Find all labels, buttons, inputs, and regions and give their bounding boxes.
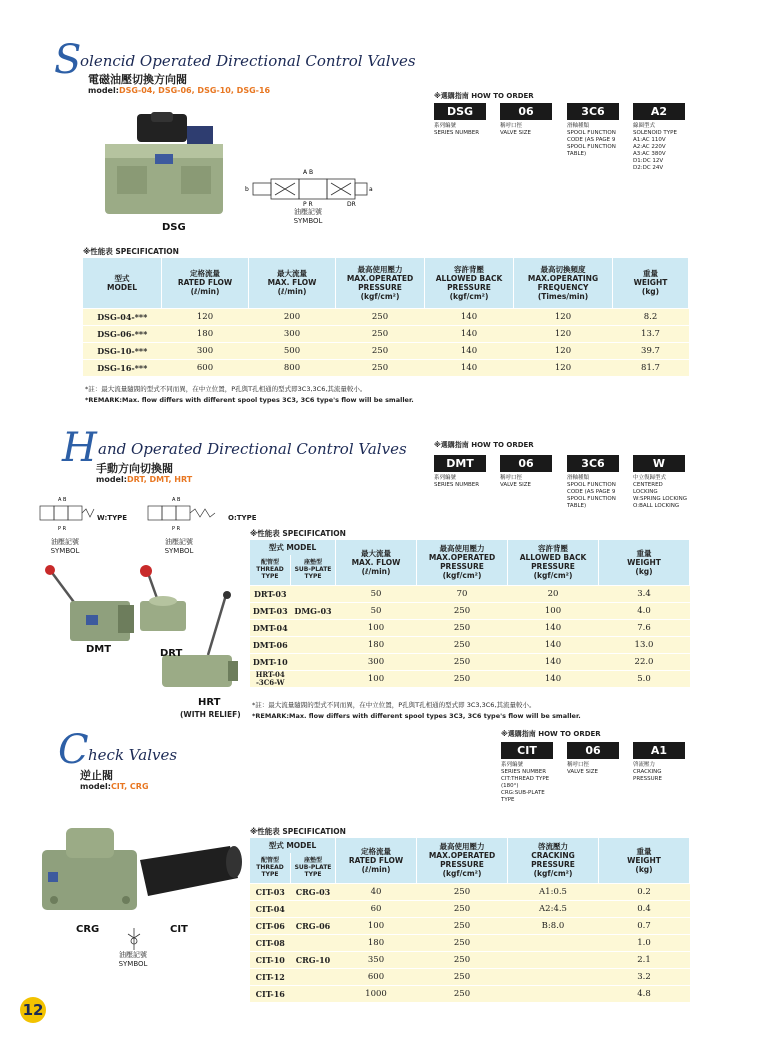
model-list: model:CIT, CRG (80, 782, 149, 791)
svg-text:A B: A B (58, 497, 67, 503)
table-row: DSG-06-*** 180 300 250 140 120 13.7 (83, 325, 689, 342)
hand-valves-image (40, 565, 250, 715)
svg-text:P R: P R (172, 526, 181, 532)
table-row: CIT-04 60 250 A2:4.5 0.4 (250, 900, 690, 917)
table-row: CIT-10 CRG-10 350 250 2.1 (250, 951, 690, 968)
table-row: CIT-08 180 250 1.0 (250, 934, 690, 951)
crg-label: CRG (76, 924, 100, 935)
order-desc-size: 稱呼口徑 VALVE SIZE (500, 475, 531, 488)
order-desc-size: 稱呼口徑 VALVE SIZE (567, 762, 598, 775)
spec-table-hand: 型式 MODEL 最大流量 MAX. FLOW (ℓ/min) 最高使用壓力 MAX.OPERATED PRESSURE (kgf/cm²) 容許背壓 ALLOWED BACK PRESSURE (kgf/cm²) 重量 WEIGHT (kg) 配管型 THREAD TYPE 座墊型 SUB-PLATE TYPE DRT-03 50 70 20 3.4 DMT-03 DMG-03 50 250 100 4.0 DMT-04 100 250 140 7.6 DMT-06 180 250 140 13.0 DMT-10 300 250 140 22.0 HRT-04 -3C6-W 100 250 140 5.0 (250, 540, 690, 687)
model-list: model:DSG-04, DSG-06, DSG-10, DSG-16 (88, 86, 271, 95)
title-initial: H (62, 425, 97, 471)
how-to-order-label: ※選購指南 HOW TO ORDER (434, 441, 534, 449)
table-row: CIT-12 600 250 3.2 (250, 968, 690, 985)
spec-table-check: 型式 MODEL 定格流量 RATED FLOW (ℓ/min) 最高使用壓力 MAX.OPERATED PRESSURE (kgf/cm²) 啓流壓力 CRACKING PRESSURE (kgf/cm²) 重量 WEIGHT (kg) 配管型 THREAD TYPE 座墊型 SUB-PLATE TYPE CIT-03 CRG-03 40 250 A1:0.5 0.2 CIT-04 60 250 A2:4.5 0.4 CIT-06 CRG-06 100 250 B:8.0 0.7 CIT-08 180 250 1.0 CIT-10 CRG-10 350 250 2.1 CIT-12 600 250 3.2 CIT-16 1000 250 4.8 (250, 838, 690, 1002)
dsg-valve-image (95, 112, 230, 220)
order-desc-cracking: 啓流壓力 CRACKING PRESSURE (633, 762, 662, 782)
order-desc-locking: 中立復歸型式 CENTERED LOCKING W:SPRING LOCKING O:BALL LOCKING (633, 475, 687, 509)
table-row: DSG-10-*** 300 500 250 140 120 39.7 (83, 342, 689, 359)
title-initial: S (54, 37, 82, 83)
table-row: HRT-04 -3C6-W 100 250 140 5.0 (250, 670, 690, 687)
table-row: DMT-06 180 250 140 13.0 (250, 636, 690, 653)
remark-cn: *註：最大流量隨閥的型式不同而異，在中立位置，P孔與T孔相通的型式即 3C3,3C6,其流量較小。 (252, 701, 536, 709)
page-number: 12 (20, 997, 46, 1023)
check-valves-image (30, 822, 245, 922)
order-code-size: 06 (567, 742, 619, 759)
spec-label: ※性能表 SPECIFICATION (83, 247, 179, 256)
hrt-sub-label: (WITH RELIEF) (180, 710, 241, 719)
symbol-caption: 油壓記號 SYMBOL (164, 538, 194, 555)
o-type-symbol-diagram (144, 494, 226, 534)
spec-label: ※性能表 SPECIFICATION (250, 529, 346, 538)
solenoid-symbol-diagram (245, 165, 375, 207)
order-code-solenoid: A2 (633, 103, 685, 120)
w-type-label: W:TYPE (97, 514, 128, 522)
table-row: CIT-16 1000 250 4.8 (250, 985, 690, 1002)
order-desc-series: 系列編號 SERIES NUMBER CIT:THREAD TYPE (180°) CRG:SUB-PLATE TYPE (501, 762, 550, 803)
table-row: DMT-04 100 250 140 7.6 (250, 619, 690, 636)
table-row: CIT-06 CRG-06 100 250 B:8.0 0.7 (250, 917, 690, 934)
svg-text:DR: DR (347, 201, 356, 207)
order-code-size: 06 (500, 455, 552, 472)
dsg-label: DSG (162, 222, 186, 233)
order-desc-size: 稱呼口徑 VALVE SIZE (500, 123, 531, 136)
order-code-cracking: A1 (633, 742, 685, 759)
section-title: heck Valves (88, 746, 178, 764)
dmt-label: DMT (86, 644, 112, 655)
spec-label: ※性能表 SPECIFICATION (250, 827, 346, 836)
table-row: DSG-16-*** 600 800 250 140 120 81.7 (83, 359, 689, 376)
spec-table-dsg: 型式 MODEL 定格流量 RATED FLOW (ℓ/min) 最大流量 MAX. FLOW (ℓ/min) 最高使用壓力 MAX.OPERATED PRESSURE (kgf/cm²) 容許背壓 ALLOWED BACK PRESSURE (kgf/cm²) 最高切換頻度 MAX.OPERATING FREQUENCY (Times/min) 重量 WEIGHT (kg) DSG-04-*** 120 200 250 140 120 8.2 DSG-06-*** 180 300 250 140 120 13.7 DSG-10-*** 300 500 250 140 120 39.7 DSG-16-*** 600 800 250 140 120 81.7 (83, 258, 689, 376)
title-initial: C (58, 727, 89, 773)
symbol-caption: 油壓記號 SYMBOL (293, 208, 323, 225)
order-code-spool: 3C6 (567, 103, 619, 120)
svg-text:A B: A B (303, 169, 314, 176)
o-type-label: O:TYPE (228, 514, 257, 522)
order-code-locking: W (633, 455, 685, 472)
check-symbol-diagram (120, 928, 148, 950)
drt-label: DRT (160, 648, 183, 659)
symbol-caption: 油壓記號 SYMBOL (50, 538, 80, 555)
order-code-series: DMT (434, 455, 486, 472)
symbol-caption: 油壓記號 SYMBOL (118, 951, 148, 968)
remark-en: *REMARK:Max. flow differs with different spool types 3C3, 3C6 type's flow will be smaller. (252, 712, 581, 720)
w-type-symbol-diagram (36, 494, 98, 534)
remark-en: *REMARK:Max. flow differs with different spool types 3C3, 3C6 type's flow will be smaller. (85, 396, 414, 404)
svg-text:A B: A B (172, 497, 181, 503)
remark-cn: *註：最大流量隨閥的型式不同而異，在中立位置，P孔與T孔相通的型式即3C3,3C6,其流量較小。 (85, 385, 367, 393)
order-desc-spool: 滑軸種類 SPOOL FUNCTION CODE (AS PAGE 9 SPOOL FUNCTION TABLE) (567, 475, 616, 509)
order-desc-solenoid: 線圈型式 SOLENOID TYPE A1:AC 110V A2:AC 220V A3:AC 380V D1:DC 12V D2:DC 24V (633, 123, 677, 171)
model-list: model:DRT, DMT, HRT (96, 475, 193, 484)
order-code-spool: 3C6 (567, 455, 619, 472)
svg-text:b: b (245, 186, 249, 193)
table-row: CIT-03 CRG-03 40 250 A1:0.5 0.2 (250, 883, 690, 900)
section-title: and Operated Directional Control Valves (98, 440, 407, 458)
table-row: DMT-03 DMG-03 50 250 100 4.0 (250, 602, 690, 619)
table-row: DMT-10 300 250 140 22.0 (250, 653, 690, 670)
order-desc-series: 系列編號 SERIES NUMBER (434, 123, 480, 136)
order-code-size: 06 (500, 103, 552, 120)
how-to-order-label: ※選購指南 HOW TO ORDER (501, 730, 601, 738)
svg-text:P R: P R (58, 526, 67, 532)
table-row: DRT-03 50 70 20 3.4 (250, 585, 690, 602)
section-title-cn: 逆止閥 (80, 769, 113, 782)
svg-text:a: a (369, 186, 373, 193)
section-title-cn: 手動方向切換閥 (96, 462, 173, 475)
svg-text:P R: P R (303, 201, 313, 207)
table-row: DSG-04-*** 120 200 250 140 120 8.2 (83, 308, 689, 325)
hrt-label: HRT (198, 697, 221, 708)
order-desc-series: 系列編號 SERIES NUMBER (434, 475, 480, 488)
cit-label: CIT (170, 924, 188, 935)
order-desc-spool: 滑軸種類 SPOOL FUNCTION CODE (AS PAGE 9 SPOOL FUNCTION TABLE) (567, 123, 616, 157)
order-code-series: CIT (501, 742, 553, 759)
order-code-series: DSG (434, 103, 486, 120)
section-title-cn: 電磁油壓切換方向閥 (88, 73, 187, 86)
how-to-order-label: ※選購指南 HOW TO ORDER (434, 92, 534, 100)
section-title: olencid Operated Directional Control Valves (80, 52, 416, 70)
